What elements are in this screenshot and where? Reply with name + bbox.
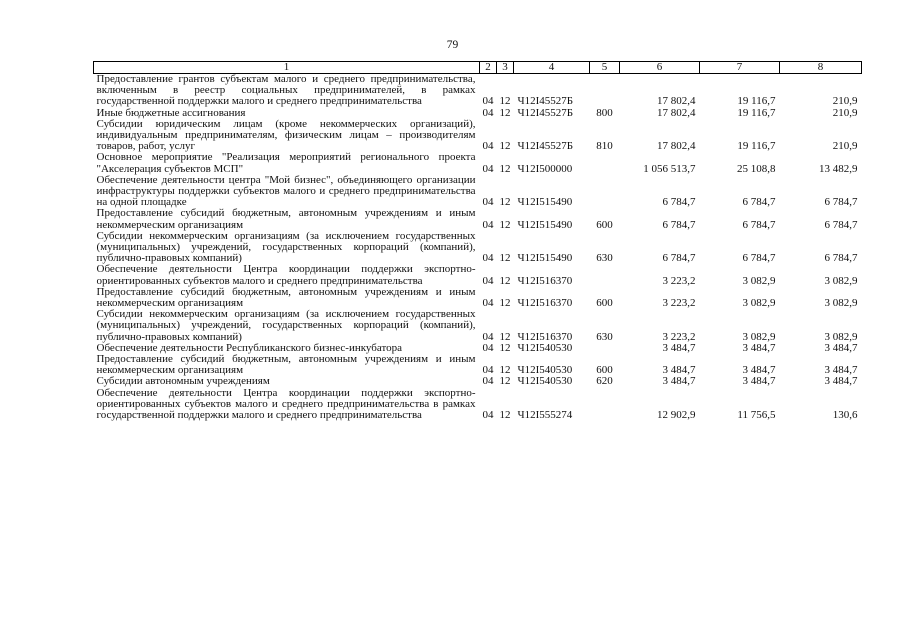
header-col-6: 6 — [620, 62, 700, 74]
row-amount-1: 6 784,7 — [662, 196, 696, 209]
row-target-code: Ч12I515490 — [517, 196, 573, 209]
table-row — [94, 231, 862, 265]
row-subsection: 12 — [499, 252, 511, 265]
row-section: 04 — [482, 274, 494, 287]
row-target-code: Ч12I515490 — [517, 252, 573, 265]
table-row — [94, 388, 862, 422]
row-amount-1: 3 223,2 — [662, 297, 696, 310]
row-amount-1: 17 802,4 — [657, 140, 696, 153]
row-section: 04 — [482, 341, 494, 354]
row-subsection: 12 — [499, 218, 511, 231]
row-expense-type: 600 — [596, 364, 613, 377]
row-amount-1: 17 802,4 — [657, 106, 696, 119]
row-name: Субсидии юридическим лицам (кроме некоммерческих организаций), индивидуальным предпринимателям, физическим лицам – производителям товаров, работ, услуг — [96, 117, 476, 153]
row-expense-type — [590, 152, 620, 174]
row-expense-type — [590, 388, 620, 422]
row-section: 04 — [482, 409, 494, 422]
row-subsection: 12 — [499, 140, 511, 153]
row-target-code: Ч12I555274 — [517, 409, 573, 422]
row-amount-1: 3 223,2 — [662, 274, 696, 287]
row-expense-type: 600 — [596, 218, 613, 231]
row-target-code: Ч12I540530 — [517, 364, 573, 377]
row-amount-3: 13 482,9 — [819, 162, 858, 175]
row-amount-1: 3 484,7 — [662, 341, 696, 354]
row-amount-2: 3 082,9 — [742, 297, 776, 310]
row-section: 04 — [482, 330, 494, 343]
table-row — [94, 264, 862, 286]
row-name: Предоставление субсидий бюджетным, автономным учреждениям и иным некоммерческим организациям — [96, 353, 476, 377]
row-amount-3: 6 784,7 — [824, 218, 858, 231]
row-section: 04 — [482, 162, 494, 175]
row-section: 04 — [482, 375, 494, 388]
budget-table — [93, 61, 862, 421]
row-section: 04 — [482, 140, 494, 153]
row-name: Обеспечение деятельности Республиканского бизнес-инкубатора — [96, 341, 402, 354]
row-expense-type: 630 — [596, 252, 613, 265]
row-name: Субсидии автономным учреждениям — [96, 375, 270, 388]
row-amount-1: 3 223,2 — [662, 330, 696, 343]
row-target-code: Ч12I45527Б — [517, 106, 574, 119]
row-section: 04 — [482, 218, 494, 231]
row-name: Предоставление грантов субъектам малого и среднего предпринимательства, включенным в реестр социальных предпринимателей, в рамках государственной поддержки малого и среднего предпринимательства — [96, 73, 476, 108]
table-row — [94, 376, 862, 387]
header-row — [94, 62, 862, 74]
header-col-8: 8 — [780, 62, 862, 74]
row-expense-type — [590, 175, 620, 209]
row-section: 04 — [482, 106, 494, 119]
row-amount-2: 19 116,7 — [737, 106, 776, 119]
row-amount-3: 3 082,9 — [824, 274, 858, 287]
row-target-code: Ч12I45527Б — [517, 95, 574, 108]
row-expense-type — [590, 343, 620, 354]
row-subsection: 12 — [499, 375, 511, 388]
row-amount-1: 1 056 513,7 — [643, 162, 696, 175]
row-target-code: Ч12I45527Б — [517, 140, 574, 153]
row-subsection: 12 — [499, 95, 511, 108]
row-expense-type: 600 — [596, 297, 613, 310]
row-amount-1: 12 902,9 — [657, 409, 696, 422]
row-amount-2: 6 784,7 — [742, 218, 776, 231]
header-col-3: 3 — [497, 62, 514, 74]
row-name: Иные бюджетные ассигнования — [96, 106, 246, 119]
row-amount-1: 17 802,4 — [657, 95, 696, 108]
row-target-code: Ч12I516370 — [517, 297, 573, 310]
row-amount-3: 3 484,7 — [824, 341, 858, 354]
row-amount-2: 6 784,7 — [742, 252, 776, 265]
row-target-code: Ч12I515490 — [517, 218, 573, 231]
header-col-5: 5 — [590, 62, 620, 74]
row-name: Обеспечение деятельности Центра координации поддержки экспортно-ориентированных субъектов малого и среднего предпринимательства — [96, 263, 476, 287]
row-name: Основное мероприятие "Реализация мероприятий регионального проекта "Акселерация субъектов МСП" — [96, 151, 476, 175]
table-row — [94, 287, 862, 309]
table-header — [94, 62, 862, 74]
row-target-code: Ч12I540530 — [517, 375, 573, 388]
row-expense-type — [590, 264, 620, 286]
row-subsection: 12 — [499, 196, 511, 209]
header-col-2: 2 — [480, 62, 497, 74]
row-amount-2: 3 484,7 — [742, 341, 776, 354]
row-section: 04 — [482, 196, 494, 209]
row-name: Субсидии некоммерческим организациям (за исключением государственных (муниципальных) учреждений, государственных корпораций (компаний), публично-правовых компаний) — [96, 229, 476, 265]
table-row — [94, 74, 862, 108]
row-amount-3: 210,9 — [832, 140, 858, 153]
row-subsection: 12 — [499, 297, 511, 310]
row-amount-1: 3 484,7 — [662, 364, 696, 377]
row-subsection: 12 — [499, 341, 511, 354]
row-target-code: Ч12I516370 — [517, 274, 573, 287]
row-amount-1: 6 784,7 — [662, 218, 696, 231]
row-name: Предоставление субсидий бюджетным, автономным учреждениям и иным некоммерческим организациям — [96, 207, 476, 231]
row-amount-1: 6 784,7 — [662, 252, 696, 265]
row-amount-2: 3 484,7 — [742, 375, 776, 388]
row-expense-type: 630 — [596, 330, 613, 343]
header-col-1: 1 — [94, 62, 480, 74]
row-section: 04 — [482, 95, 494, 108]
row-name: Предоставление субсидий бюджетным, автономным учреждениям и иным некоммерческим организациям — [96, 285, 476, 310]
row-amount-3: 210,9 — [832, 106, 858, 119]
row-amount-2: 3 484,7 — [742, 364, 776, 377]
row-amount-3: 3 484,7 — [824, 375, 858, 388]
table-row — [94, 175, 862, 209]
table-row — [94, 354, 862, 376]
row-target-code: Ч12I516370 — [517, 330, 573, 343]
page-number: 79 — [446, 39, 459, 51]
row-amount-3: 3 484,7 — [824, 364, 858, 377]
row-amount-3: 6 784,7 — [824, 252, 858, 265]
row-amount-2: 6 784,7 — [742, 196, 776, 209]
row-section: 04 — [482, 297, 494, 310]
row-section: 04 — [482, 252, 494, 265]
row-subsection: 12 — [499, 364, 511, 377]
row-amount-2: 11 756,5 — [737, 409, 776, 422]
row-amount-3: 130,6 — [832, 409, 858, 422]
row-subsection: 12 — [499, 106, 511, 119]
row-subsection: 12 — [499, 274, 511, 287]
table-row — [94, 119, 862, 153]
row-name: Обеспечение деятельности Центра координации поддержки экспортно-ориентированных субъектов малого и среднего предпринимательства в рамках государственной поддержки малого и среднего предпринимательства — [96, 386, 476, 422]
row-target-code: Ч12I540530 — [517, 341, 573, 354]
row-amount-2: 25 108,8 — [737, 162, 776, 175]
row-expense-type: 800 — [596, 106, 613, 119]
table-row — [94, 152, 862, 174]
row-subsection: 12 — [499, 409, 511, 422]
row-amount-1: 3 484,7 — [662, 375, 696, 388]
row-target-code: Ч12I500000 — [517, 162, 573, 175]
row-amount-3: 3 082,9 — [824, 297, 858, 310]
table-row — [94, 309, 862, 343]
header-col-7: 7 — [700, 62, 780, 74]
row-section: 04 — [482, 364, 494, 377]
row-amount-2: 19 116,7 — [737, 95, 776, 108]
row-name: Субсидии некоммерческим организациям (за исключением государственных (муниципальных) учреждений, государственных корпораций (компаний), публично-правовых компаний) — [96, 308, 476, 343]
row-amount-3: 6 784,7 — [824, 196, 858, 209]
row-amount-2: 19 116,7 — [737, 140, 776, 153]
row-expense-type: 620 — [596, 375, 613, 388]
row-amount-3: 3 082,9 — [824, 330, 858, 343]
row-expense-type: 810 — [596, 140, 613, 153]
row-name: Обеспечение деятельности центра "Мой бизнес", объединяющего организации инфраструктуры поддержки субъектов малого и среднего предпринимательства на одной площадке — [96, 173, 476, 209]
header-col-4: 4 — [514, 62, 590, 74]
table-row — [94, 208, 862, 230]
row-expense-type — [590, 74, 620, 108]
row-amount-2: 3 082,9 — [742, 274, 776, 287]
row-amount-3: 210,9 — [832, 95, 858, 108]
row-subsection: 12 — [499, 330, 511, 343]
row-subsection: 12 — [499, 162, 511, 175]
row-amount-2: 3 082,9 — [742, 330, 776, 343]
table-body — [94, 74, 862, 422]
